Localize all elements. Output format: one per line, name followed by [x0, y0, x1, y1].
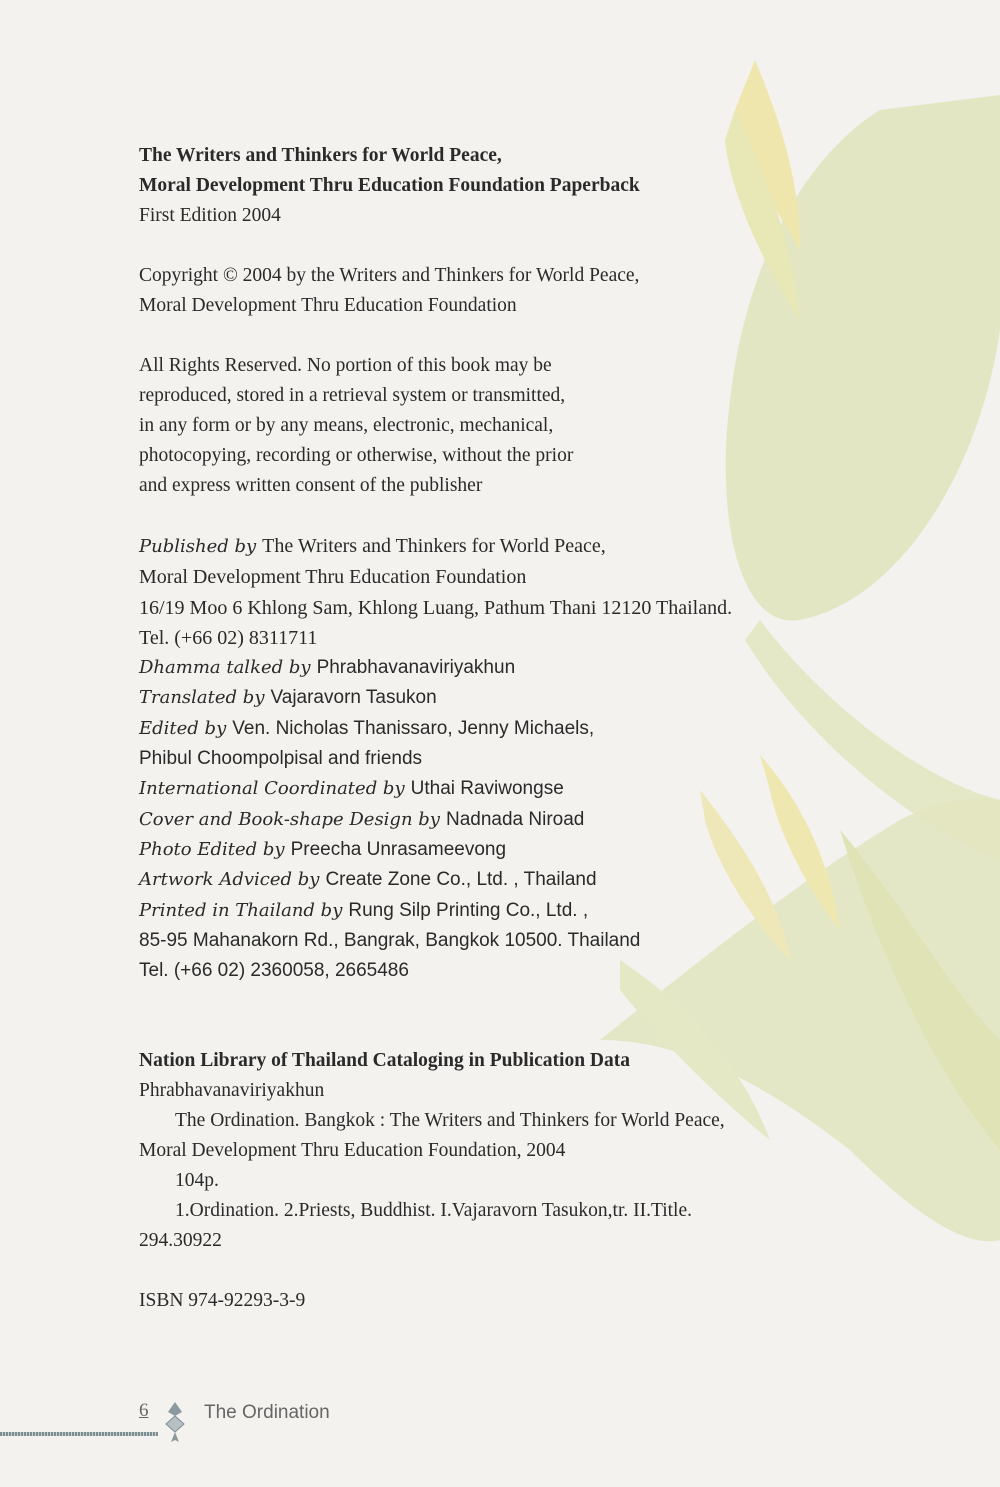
- published-label: Published by: [139, 536, 257, 557]
- footer-rule: [0, 1432, 158, 1436]
- edited-line-2: Phibul Choompolpisal and friends: [139, 748, 423, 770]
- published-by: [139, 531, 899, 562]
- footer-book-title: The Ordination: [204, 1402, 330, 1423]
- edition: First Edition 2004: [139, 205, 281, 226]
- cataloging-entry-line-2: Moral Development Thru Education Foundation, 2004: [139, 1140, 566, 1162]
- printed-label: Printed in Thailand by: [139, 899, 343, 921]
- rights-line: photocopying, recording or otherwise, without the prior: [139, 445, 574, 466]
- cataloging-block: [139, 1046, 899, 1256]
- printer-address: 85-95 Mahanakorn Rd., Bangrak, Bangkok 10500. Thailand: [139, 929, 641, 951]
- photo-label: Photo Edited by: [139, 838, 285, 860]
- rights-line: All Rights Reserved. No portion of this book may be: [139, 355, 552, 376]
- photo-value: Preecha Unrasameevong: [290, 838, 507, 860]
- artwork-value: Create Zone Co., Ltd. , Thailand: [325, 869, 597, 891]
- printed-value: Rung Silp Printing Co., Ltd. ,: [348, 899, 589, 921]
- artwork-adviced-by: [139, 865, 899, 895]
- edited-label: Edited by: [139, 717, 227, 739]
- copyright-block: [139, 261, 899, 321]
- translated-label: Translated by: [139, 687, 265, 709]
- isbn-block: [139, 1286, 899, 1316]
- page-number: 6: [139, 1400, 149, 1421]
- artwork-label: Artwork Adviced by: [139, 869, 320, 891]
- diamond-ornament-icon: [164, 1402, 186, 1442]
- intl-value: Uthai Raviwongse: [410, 778, 564, 800]
- dhamma-talked-by: [139, 653, 899, 683]
- dhamma-value: Phrabhavanaviriyakhun: [316, 657, 516, 679]
- cover-label: Cover and Book-shape Design by: [139, 808, 440, 830]
- cataloging-heading: Nation Library of Thailand Cataloging in Publication Data: [139, 1050, 631, 1072]
- publisher-tel: Tel. (+66 02) 8311711: [139, 626, 318, 649]
- dhamma-label: Dhamma talked by: [139, 657, 311, 679]
- imprint-block: [139, 141, 899, 231]
- rights-block: [139, 351, 899, 501]
- edited-by: [139, 714, 899, 744]
- imprint-title-line-2: Moral Development Thru Education Foundation Paperback: [139, 175, 640, 196]
- cataloging-pages: 104p.: [175, 1170, 219, 1192]
- photo-edited-by: [139, 835, 899, 865]
- cataloging-author: Phrabhavanaviriyakhun: [139, 1080, 325, 1102]
- cover-value: Nadnada Niroad: [445, 808, 585, 830]
- cataloging-subjects: 1.Ordination. 2.Priests, Buddhist. I.Vajaravorn Tasukon,tr. II.Title.: [175, 1200, 692, 1222]
- publisher-address: 16/19 Moo 6 Khlong Sam, Khlong Luang, Pathum Thani 12120 Thailand.: [139, 596, 733, 619]
- intl-label: International Coordinated by: [139, 778, 405, 800]
- printer-tel: Tel. (+66 02) 2360058, 2665486: [139, 960, 409, 982]
- edited-value: Ven. Nicholas Thanissaro, Jenny Michaels,: [232, 717, 595, 739]
- cataloging-entry-line-1: The Ordination. Bangkok : The Writers and Thinkers for World Peace,: [175, 1110, 725, 1132]
- credits-block: [139, 531, 899, 986]
- rights-line: reproduced, stored in a retrieval system or transmitted,: [139, 385, 566, 406]
- rights-line: in any form or by any means, electronic, mechanical,: [139, 415, 554, 436]
- cover-design-by: [139, 805, 899, 835]
- published-line-2: Moral Development Thru Education Foundation: [139, 566, 527, 589]
- translated-by: [139, 683, 899, 713]
- imprint-title-line-1: The Writers and Thinkers for World Peace,: [139, 145, 502, 166]
- translated-value: Vajaravorn Tasukon: [270, 687, 437, 709]
- isbn: ISBN 974-92293-3-9: [139, 1290, 306, 1312]
- published-value: The Writers and Thinkers for World Peace,: [262, 535, 606, 557]
- printed-by: [139, 896, 899, 926]
- copyright-line-2: Moral Development Thru Education Foundation: [139, 295, 517, 316]
- cataloging-classification: 294.30922: [139, 1230, 222, 1252]
- copyright-line-1: Copyright © 2004 by the Writers and Thinkers for World Peace,: [139, 265, 640, 286]
- rights-line: and express written consent of the publisher: [139, 475, 483, 496]
- international-coordinated-by: [139, 774, 899, 804]
